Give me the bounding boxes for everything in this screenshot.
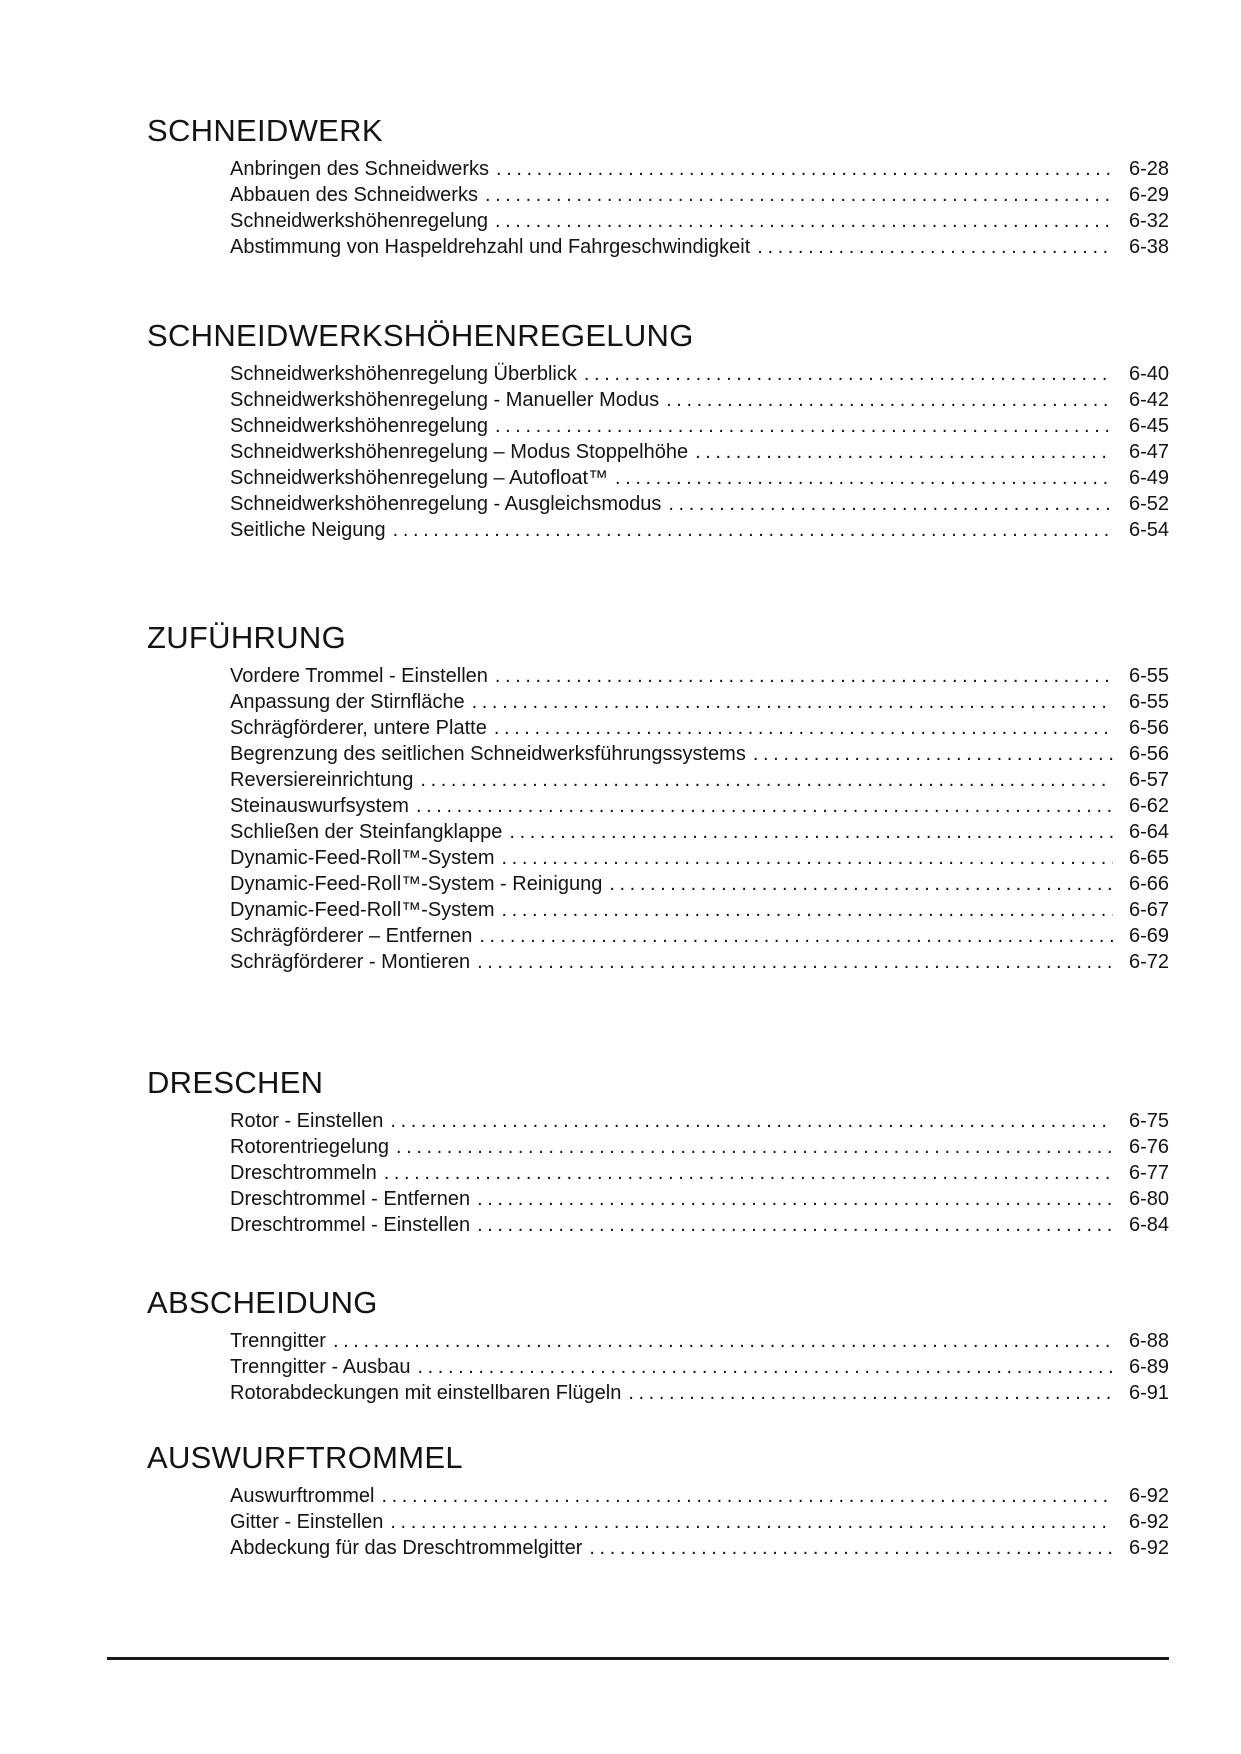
- section-entries: [230, 1483, 1169, 1561]
- entry-page-number: 6-32: [1128, 210, 1169, 232]
- entry-title: Trenngitter: [230, 1330, 326, 1352]
- toc-entry: [230, 387, 1169, 413]
- dot-leader: [416, 793, 1113, 819]
- entry-title: Dynamic-Feed-Roll™-System: [230, 847, 495, 869]
- toc-entry: [230, 689, 1169, 715]
- dot-leader: [477, 1186, 1113, 1212]
- toc-section: [0, 620, 1241, 975]
- dot-leader: [495, 413, 1113, 439]
- toc-section: [0, 318, 1241, 543]
- entry-page-number: 6-64: [1128, 821, 1169, 843]
- section-title: SCHNEIDWERKSHÖHENREGELUNG: [147, 318, 694, 353]
- toc-entry: [230, 1380, 1169, 1406]
- toc-entry: [230, 767, 1169, 793]
- dot-leader: [477, 1212, 1113, 1238]
- dot-leader: [477, 949, 1113, 975]
- entry-page-number: 6-45: [1128, 415, 1169, 437]
- entry-page-number: 6-72: [1128, 951, 1169, 973]
- entry-page-number: 6-80: [1128, 1188, 1169, 1210]
- toc-section: [0, 1285, 1241, 1406]
- entry-title: Dynamic-Feed-Roll™-System - Reinigung: [230, 873, 603, 895]
- section-entries: [230, 361, 1169, 543]
- toc-entry: [230, 1535, 1169, 1561]
- dot-leader: [615, 465, 1113, 491]
- entry-page-number: 6-55: [1128, 665, 1169, 687]
- entry-page-number: 6-55: [1128, 691, 1169, 713]
- dot-leader: [390, 1509, 1113, 1535]
- entry-title: Seitliche Neigung: [230, 519, 386, 541]
- entry-title: Abstimmung von Haspeldrehzahl und Fahrgeschwindigkeit: [230, 236, 751, 258]
- toc-entry: [230, 663, 1169, 689]
- dot-leader: [333, 1328, 1113, 1354]
- toc-entry: [230, 1108, 1169, 1134]
- dot-leader: [584, 361, 1113, 387]
- dot-leader: [502, 897, 1114, 923]
- toc-entry: [230, 361, 1169, 387]
- entry-page-number: 6-52: [1128, 493, 1169, 515]
- entry-page-number: 6-42: [1128, 389, 1169, 411]
- entry-page-number: 6-66: [1128, 873, 1169, 895]
- toc-entry: [230, 208, 1169, 234]
- toc-entry: [230, 793, 1169, 819]
- entry-title: Schrägförderer – Entfernen: [230, 925, 473, 947]
- toc-entry: [230, 923, 1169, 949]
- entry-page-number: 6-77: [1128, 1162, 1169, 1184]
- dot-leader: [589, 1535, 1113, 1561]
- entry-page-number: 6-47: [1128, 441, 1169, 463]
- toc-entry: [230, 439, 1169, 465]
- dot-leader: [695, 439, 1113, 465]
- entry-page-number: 6-54: [1128, 519, 1169, 541]
- toc-entry: [230, 741, 1169, 767]
- entry-page-number: 6-84: [1128, 1214, 1169, 1236]
- toc-entry: [230, 1212, 1169, 1238]
- toc-entry: [230, 234, 1169, 260]
- section-title: ZUFÜHRUNG: [147, 620, 347, 655]
- entry-title: Vordere Trommel - Einstellen: [230, 665, 488, 687]
- entry-title: Schneidwerkshöhenregelung - Manueller Modus: [230, 389, 660, 411]
- section-title: SCHNEIDWERK: [147, 113, 383, 148]
- dot-leader: [502, 845, 1114, 871]
- dot-leader: [609, 871, 1113, 897]
- entry-page-number: 6-57: [1128, 769, 1169, 791]
- toc-entry: [230, 897, 1169, 923]
- entry-page-number: 6-92: [1128, 1537, 1169, 1559]
- toc-entry: [230, 1354, 1169, 1380]
- dot-leader: [668, 491, 1113, 517]
- entry-title: Reversiereinrichtung: [230, 769, 414, 791]
- entry-page-number: 6-28: [1128, 158, 1169, 180]
- footer-divider: [107, 1657, 1169, 1660]
- section-entries: [230, 663, 1169, 975]
- dot-leader: [420, 767, 1113, 793]
- dot-leader: [495, 208, 1113, 234]
- entry-page-number: 6-65: [1128, 847, 1169, 869]
- entry-title: Rotor - Einstellen: [230, 1110, 384, 1132]
- entry-title: Schneidwerkshöhenregelung: [230, 210, 488, 232]
- section-title: AUSWURFTROMMEL: [147, 1440, 463, 1475]
- entry-title: Schneidwerkshöhenregelung – Autofloat™: [230, 467, 609, 489]
- entry-title: Trenngitter - Ausbau: [230, 1356, 411, 1378]
- entry-page-number: 6-92: [1128, 1511, 1169, 1533]
- dot-leader: [485, 182, 1113, 208]
- entry-title: Schneidwerkshöhenregelung – Modus Stoppelhöhe: [230, 441, 689, 463]
- toc-entry: [230, 413, 1169, 439]
- toc-entry: [230, 1483, 1169, 1509]
- dot-leader: [384, 1160, 1113, 1186]
- entry-title: Rotorentriegelung: [230, 1136, 389, 1158]
- dot-leader: [393, 517, 1113, 543]
- entry-title: Schrägförderer - Montieren: [230, 951, 471, 973]
- entry-page-number: 6-67: [1128, 899, 1169, 921]
- entry-title: Steinauswurfsystem: [230, 795, 409, 817]
- entry-page-number: 6-40: [1128, 363, 1169, 385]
- dot-leader: [628, 1380, 1113, 1406]
- entry-page-number: 6-92: [1128, 1485, 1169, 1507]
- entry-page-number: 6-89: [1128, 1356, 1169, 1378]
- toc-entry: [230, 949, 1169, 975]
- entry-page-number: 6-75: [1128, 1110, 1169, 1132]
- dot-leader: [509, 819, 1113, 845]
- entry-page-number: 6-56: [1128, 717, 1169, 739]
- toc-entry: [230, 819, 1169, 845]
- section-title: DRESCHEN: [147, 1065, 324, 1100]
- dot-leader: [495, 663, 1113, 689]
- toc-section: [0, 1065, 1241, 1238]
- entry-title: Dreschtrommel - Entfernen: [230, 1188, 471, 1210]
- entry-title: Schließen der Steinfangklappe: [230, 821, 503, 843]
- entry-title: Schneidwerkshöhenregelung: [230, 415, 488, 437]
- dot-leader: [472, 689, 1113, 715]
- entry-title: Gitter - Einstellen: [230, 1511, 384, 1533]
- entry-page-number: 6-49: [1128, 467, 1169, 489]
- entry-title: Schneidwerkshöhenregelung - Ausgleichsmodus: [230, 493, 662, 515]
- entry-title: Abdeckung für das Dreschtrommelgitter: [230, 1537, 583, 1559]
- entry-title: Anpassung der Stirnfläche: [230, 691, 465, 713]
- toc-entry: [230, 1160, 1169, 1186]
- section-entries: [230, 156, 1169, 260]
- toc-entry: [230, 517, 1169, 543]
- entry-page-number: 6-69: [1128, 925, 1169, 947]
- dot-leader: [757, 234, 1113, 260]
- entry-title: Begrenzung des seitlichen Schneidwerksführungssystems: [230, 743, 746, 765]
- toc-entry: [230, 465, 1169, 491]
- dot-leader: [417, 1354, 1113, 1380]
- entry-title: Schneidwerkshöhenregelung Überblick: [230, 363, 577, 385]
- dot-leader: [494, 715, 1113, 741]
- toc-section: [0, 1440, 1241, 1561]
- toc-entry: [230, 1134, 1169, 1160]
- toc-entry: [230, 491, 1169, 517]
- toc-entry: [230, 845, 1169, 871]
- dot-leader: [496, 156, 1113, 182]
- entry-title: Dreschtrommel - Einstellen: [230, 1214, 471, 1236]
- entry-title: Auswurftrommel: [230, 1485, 375, 1507]
- entry-title: Rotorabdeckungen mit einstellbaren Flügeln: [230, 1382, 622, 1404]
- section-entries: [230, 1108, 1169, 1238]
- entry-page-number: 6-91: [1128, 1382, 1169, 1404]
- entry-page-number: 6-29: [1128, 184, 1169, 206]
- section-title: ABSCHEIDUNG: [147, 1285, 378, 1320]
- dot-leader: [753, 741, 1113, 767]
- section-entries: [230, 1328, 1169, 1406]
- toc-entry: [230, 182, 1169, 208]
- entry-page-number: 6-62: [1128, 795, 1169, 817]
- entry-page-number: 6-76: [1128, 1136, 1169, 1158]
- entry-title: Dreschtrommeln: [230, 1162, 377, 1184]
- dot-leader: [479, 923, 1113, 949]
- toc-entry: [230, 871, 1169, 897]
- toc-entry: [230, 715, 1169, 741]
- toc-entry: [230, 1509, 1169, 1535]
- entry-title: Schrägförderer, untere Platte: [230, 717, 487, 739]
- entry-title: Dynamic-Feed-Roll™-System: [230, 899, 495, 921]
- dot-leader: [396, 1134, 1113, 1160]
- toc-section: [0, 113, 1241, 260]
- toc-entry: [230, 156, 1169, 182]
- entry-page-number: 6-56: [1128, 743, 1169, 765]
- entry-title: Abbauen des Schneidwerks: [230, 184, 478, 206]
- dot-leader: [666, 387, 1113, 413]
- dot-leader: [390, 1108, 1113, 1134]
- toc-entry: [230, 1186, 1169, 1212]
- entry-page-number: 6-88: [1128, 1330, 1169, 1352]
- toc-entry: [230, 1328, 1169, 1354]
- entry-title: Anbringen des Schneidwerks: [230, 158, 490, 180]
- dot-leader: [381, 1483, 1113, 1509]
- entry-page-number: 6-38: [1128, 236, 1169, 258]
